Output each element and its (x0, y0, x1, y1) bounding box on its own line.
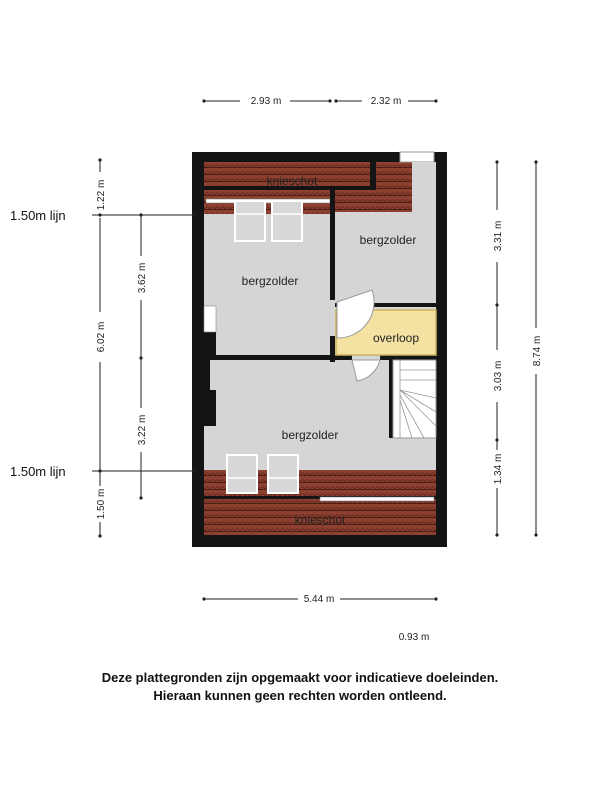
disclaimer-line-1: Deze plattegronden zijn opgemaakt voor indicatieve doeleinden. (101, 670, 499, 685)
label-bergzolder-left-top: bergzolder (241, 274, 299, 288)
white-niche (204, 306, 216, 332)
dim-left-knee-bottom: 1.50 m (96, 488, 107, 520)
label-bergzolder-bottom: bergzolder (281, 428, 339, 442)
label-overloop: overloop (372, 331, 420, 345)
wall-left-block-1 (204, 332, 216, 358)
label-knieschot-top: knieschot (266, 174, 318, 188)
skylight-top-2 (272, 201, 302, 241)
wall-middle-horizontal (204, 355, 352, 360)
dim-right-bottom: 1.34 m (493, 453, 504, 485)
dim-total-width: 5.44 m (303, 594, 335, 605)
label-knieschot-bottom: knieschot (294, 513, 346, 527)
dim-stair-width: 0.93 m (398, 632, 430, 643)
disclaimer-line-2: Hieraan kunnen geen rechten worden ontleend. (153, 688, 447, 703)
dim-left-total: 6.02 m (96, 321, 107, 353)
dim-right-landing: 3.03 m (493, 360, 504, 392)
roof-hatch (400, 152, 434, 162)
wall-vertical-middle (330, 190, 335, 300)
dim-left-knee-top: 1.22 m (96, 179, 107, 211)
dim-left-room-bottom: 3.22 m (137, 414, 148, 446)
dim-right-total: 8.74 m (532, 335, 543, 367)
height-line-lower: 1.50m lijn (10, 464, 66, 479)
dim-left-room-top: 3.62 m (137, 262, 148, 294)
wall-left-block-2 (204, 390, 216, 426)
skylight-bottom-2 (268, 455, 298, 493)
height-line-upper: 1.50m lijn (10, 208, 66, 223)
dim-right-room-top: 3.31 m (493, 220, 504, 252)
knee-wall-strip-top (206, 199, 330, 203)
wall-stair-left (389, 360, 393, 438)
wall-left-notch (204, 360, 210, 390)
skylight-top-1 (235, 201, 265, 241)
label-bergzolder-right-top: bergzolder (359, 233, 417, 247)
floor-strip-top-right (412, 162, 436, 212)
skylight-bottom-1 (227, 455, 257, 493)
dim-top-right: 2.32 m (370, 96, 402, 107)
knee-wall-strip-bottom (320, 497, 434, 501)
knee-wall-top-step (370, 162, 376, 190)
dim-top-left: 2.93 m (250, 96, 282, 107)
